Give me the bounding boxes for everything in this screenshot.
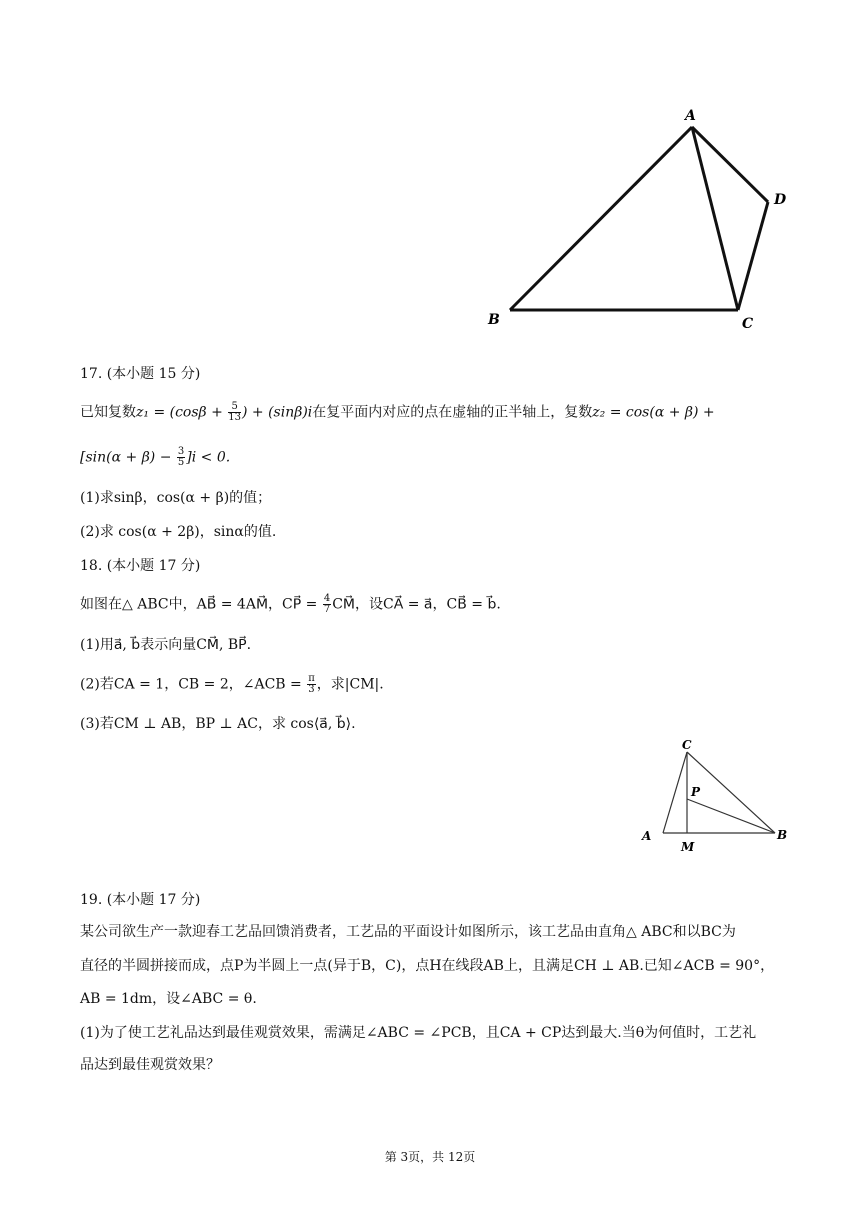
label-c: C [682,738,692,752]
q17-stem-line1 [80,402,715,423]
q17-stem-line2 [80,447,230,468]
label-p: P [691,785,701,799]
label-d: D [774,192,787,208]
q17-math-z1-tail: ) + (sinβ)i [242,404,313,421]
segment-dc [738,202,768,310]
q17-text-a: 已知复数 [80,404,136,421]
q17-math-z2-imag: [sin(α + β) − [80,449,176,466]
q19-stem-line1: 某公司欲生产一款迎春工艺品回馈消费者，工艺品的平面设计如图所示，该工艺品由直角△ ABC和以BC为 [80,924,736,940]
q19-part1-line1: (1)为了使工艺礼品达到最佳观赏效果，需满足∠ABC = ∠PCB，且CA + CP达到最大.当θ为何值时，工艺礼 [80,1025,757,1041]
label-a: A [642,829,652,843]
q17-part2: (2)求 cos(α + 2β)，sinα的值. [80,524,277,540]
figure-triangle-abc [635,735,795,860]
q17-math-z2: z₂ = cos(α + β) + [592,404,715,421]
q17-fraction-5-13: $\frac{5}{13}$ [228,401,241,423]
page-footer: 第 3页，共 12页 [384,1150,476,1164]
q18-fraction-pi-3: $\frac{\pi}{3}$ [308,673,315,695]
segment-ad [692,127,768,202]
segment-ab [510,127,692,310]
label-c: C [742,316,754,332]
q19-stem-line3: AB = 1dm，设∠ABC = θ. [80,991,257,1007]
label-b: B [777,828,788,842]
segment-cb [687,752,775,833]
label-m: M [681,840,695,854]
segment-pb [687,799,775,833]
q17-header: 17. (本小题 15 分) [80,366,201,382]
q18-text-a: 如图在△ ABC中，AB⃗ = 4AM⃗，CP⃗ = [80,596,322,613]
q18-part1: (1)用a⃗, b⃗表示向量CM⃗, BP⃗. [80,637,252,653]
q18-part3: (3)若CM ⊥ AB，BP ⊥ AC，求 cos⟨a⃗, b⃗⟩. [80,716,356,732]
q17-part1: (1)求sinβ，cos(α + β)的值； [80,490,272,506]
figure-quadrilateral-abcd [480,100,800,340]
q18-stem [80,594,501,615]
q17-math-z1: z₁ = (cosβ + [136,404,228,421]
q18-header: 18. (本小题 17 分) [80,558,201,574]
q18-part2-text-b: ，求|CM|. [316,676,384,693]
q19-header: 19. (本小题 17 分) [80,892,201,908]
q17-math-z2-tail: ]i < 0. [186,449,231,466]
segment-ca [663,752,687,833]
q18-fraction-4-7: $\frac{4}{7}$ [323,593,331,615]
q17-text-d: 在复平面内对应的点在虚轴的正半轴上，复数 [312,404,593,421]
q19-stem-line2: 直径的半圆拼接而成，点P为半圆上一点(异于B，C)，点H在线段AB上，且满足CH ⊥ AB.已知∠ACB = 90°， [80,958,775,974]
q18-part2-text-a: (2)若CA = 1，CB = 2，∠ACB = [80,676,307,693]
segment-ac [692,127,738,310]
q18-part2 [80,674,384,695]
q17-fraction-3-5: $\frac{3}{5}$ [177,446,185,468]
q19-part1-line2: 品达到最佳观赏效果？ [80,1057,220,1073]
q18-text-b: CM⃗，设CA⃗ = a⃗，CB⃗ = b⃗. [332,596,501,613]
label-b: B [488,312,500,328]
label-a: A [685,108,696,124]
